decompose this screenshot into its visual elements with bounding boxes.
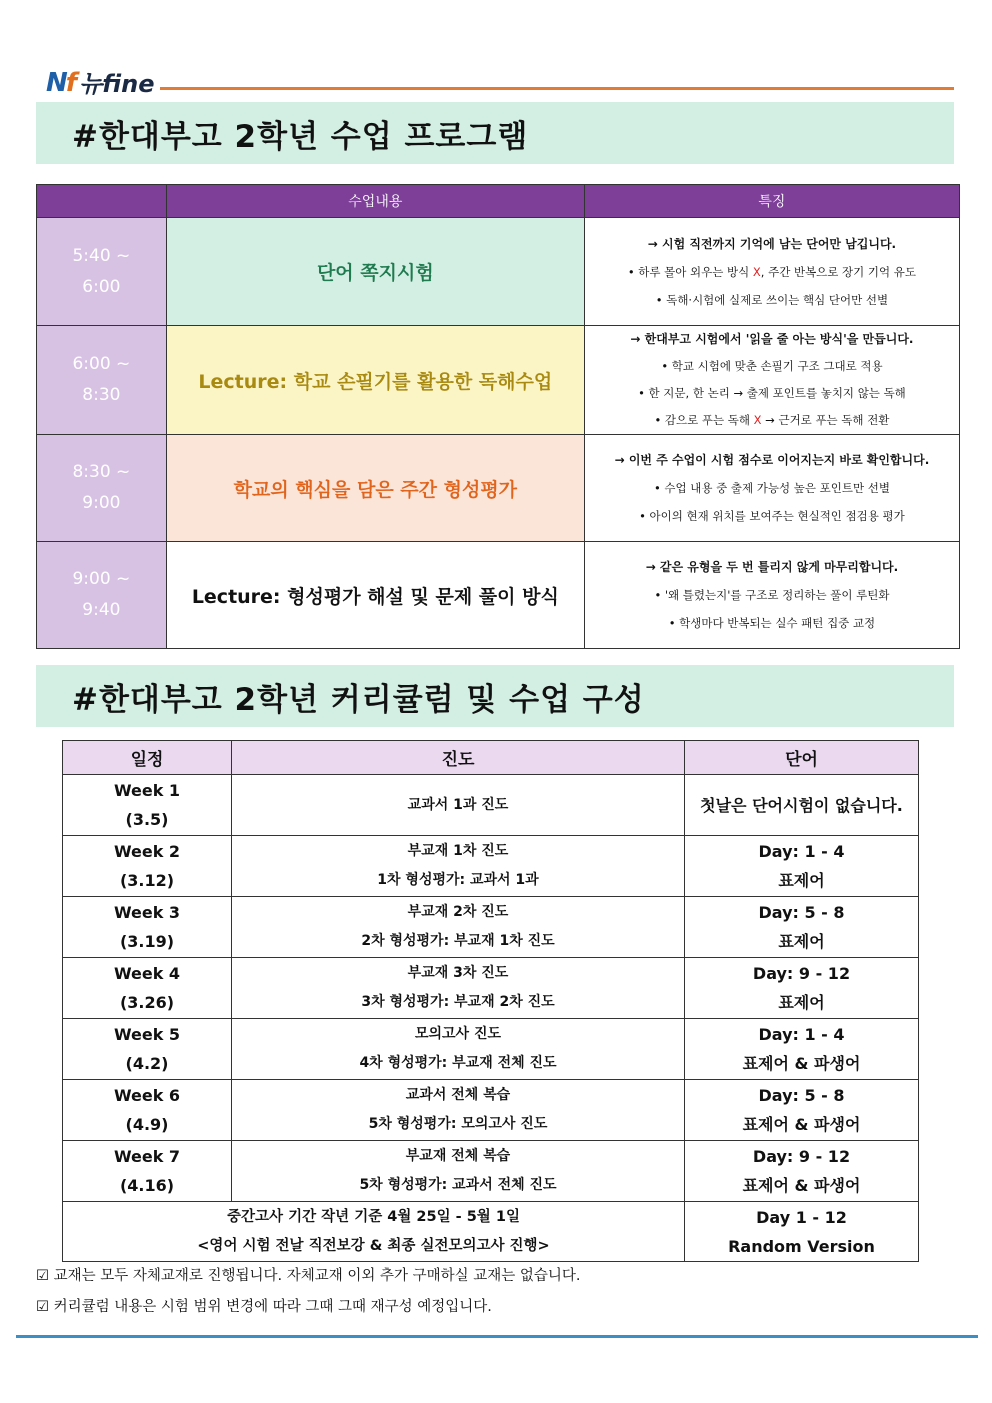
- week-cell: Week 3 (3.19): [63, 897, 232, 958]
- time-cell: 6:00 ~ 8:30: [37, 326, 167, 435]
- brand-logo: [46, 62, 155, 96]
- words-cell: 첫날은 단어시험이 없습니다.: [685, 775, 919, 836]
- time-cell: 5:40 ~ 6:00: [37, 218, 167, 326]
- feature-cell: → 이번 주 수업이 시험 점수로 이어지는지 바로 확인합니다. • 수업 내용 중 출제 가능성 높은 포인트만 선별 • 아이의 현재 위치를 보여주는 현실적인 점검용 평가: [584, 435, 959, 542]
- feature-cell: → 한대부고 시험에서 '읽을 줄 아는 방식'을 만듭니다. • 학교 시험에 맞춘 손필기 구조 그대로 적용 • 한 지문, 한 논리 → 출제 포인트를 놓치지 않는 독해 • 감으로 푸는 독해 X → 근거로 푸는 독해 전환: [584, 326, 959, 435]
- logo-mark: Nf: [46, 68, 76, 98]
- curriculum-row: [63, 1141, 919, 1202]
- logo-text: 뉴fine: [79, 70, 155, 98]
- program-row: [37, 435, 960, 542]
- section-title-curriculum: #한대부고 2학년 커리큘럼 및 수업 구성: [36, 665, 954, 727]
- curriculum-row: [63, 836, 919, 897]
- feature-cell: → 같은 유형을 두 번 틀리지 않게 마무리합니다. • '왜 틀렸는지'를 구조로 정리하는 풀이 루틴화 • 학생마다 반복되는 실수 패턴 집중 교정: [584, 542, 959, 649]
- progress-cell: 부교재 전체 복습 5차 형성평가: 교과서 전체 진도: [232, 1141, 685, 1202]
- header-blank: [37, 185, 167, 218]
- curriculum-row: [63, 775, 919, 836]
- week-cell: Week 1 (3.5): [63, 775, 232, 836]
- content-cell: Lecture: 형성평가 해설 및 문제 풀이 방식: [166, 542, 584, 649]
- section-title-program: #한대부고 2학년 수업 프로그램: [36, 102, 954, 164]
- program-table: [36, 184, 960, 649]
- curriculum-row: [63, 897, 919, 958]
- curriculum-row: [63, 1019, 919, 1080]
- progress-cell: 모의고사 진도 4차 형성평가: 부교재 전체 진도: [232, 1019, 685, 1080]
- header-words: 단어: [685, 741, 919, 775]
- week-cell: Week 2 (3.12): [63, 836, 232, 897]
- words-cell: Day: 9 - 12 표제어: [685, 958, 919, 1019]
- time-cell: 8:30 ~ 9:00: [37, 435, 167, 542]
- header-divider: [160, 87, 954, 90]
- curriculum-final-row: [63, 1202, 919, 1262]
- program-row: [37, 542, 960, 649]
- time-cell: 9:00 ~ 9:40: [37, 542, 167, 649]
- week-cell: Week 4 (3.26): [63, 958, 232, 1019]
- header-schedule: 일정: [63, 741, 232, 775]
- words-cell: Day: 1 - 4 표제어: [685, 836, 919, 897]
- header-content: 수업내용: [166, 185, 584, 218]
- note-curriculum: ☑ 커리큘럼 내용은 시험 범위 변경에 따라 그때 그때 재구성 예정입니다.: [36, 1299, 492, 1315]
- words-cell: Day: 9 - 12 표제어 & 파생어: [685, 1141, 919, 1202]
- content-cell: Lecture: 학교 손필기를 활용한 독해수업: [166, 326, 584, 435]
- header-feature: 특징: [584, 185, 959, 218]
- exam-period-cell: 중간고사 기간 작년 기준 4월 25일 - 5월 1일 <영어 시험 전날 직전보강 & 최종 실전모의고사 진행>: [63, 1202, 685, 1262]
- progress-cell: 부교재 1차 진도 1차 형성평가: 교과서 1과: [232, 836, 685, 897]
- curriculum-row: [63, 958, 919, 1019]
- curriculum-table: [62, 740, 919, 1262]
- header-progress: 진도: [232, 741, 685, 775]
- program-row: [37, 326, 960, 435]
- progress-cell: 부교재 3차 진도 3차 형성평가: 부교재 2차 진도: [232, 958, 685, 1019]
- words-cell: Day: 5 - 8 표제어: [685, 897, 919, 958]
- week-cell: Week 7 (4.16): [63, 1141, 232, 1202]
- progress-cell: 교과서 전체 복습 5차 형성평가: 모의고사 진도: [232, 1080, 685, 1141]
- footer-divider: [16, 1335, 978, 1338]
- program-row: [37, 218, 960, 326]
- curriculum-header-row: [63, 741, 919, 775]
- content-cell: 단어 쪽지시험: [166, 218, 584, 326]
- curriculum-row: [63, 1080, 919, 1141]
- content-cell: 학교의 핵심을 담은 주간 형성평가: [166, 435, 584, 542]
- progress-cell: 교과서 1과 진도: [232, 775, 685, 836]
- words-cell: Day: 5 - 8 표제어 & 파생어: [685, 1080, 919, 1141]
- program-header-row: [37, 185, 960, 218]
- words-cell: Day 1 - 12 Random Version: [685, 1202, 919, 1262]
- words-cell: Day: 1 - 4 표제어 & 파생어: [685, 1019, 919, 1080]
- note-textbook: ☑ 교재는 모두 자체교재로 진행됩니다. 자체교재 이외 추가 구매하실 교재는 없습니다.: [36, 1268, 581, 1284]
- feature-cell: → 시험 직전까지 기억에 남는 단어만 남깁니다. • 하루 몰아 외우는 방식 X, 주간 반복으로 장기 기억 유도 • 독해·시험에 실제로 쓰이는 핵심 단어만 선별: [584, 218, 959, 326]
- progress-cell: 부교재 2차 진도 2차 형성평가: 부교재 1차 진도: [232, 897, 685, 958]
- week-cell: Week 6 (4.9): [63, 1080, 232, 1141]
- week-cell: Week 5 (4.2): [63, 1019, 232, 1080]
